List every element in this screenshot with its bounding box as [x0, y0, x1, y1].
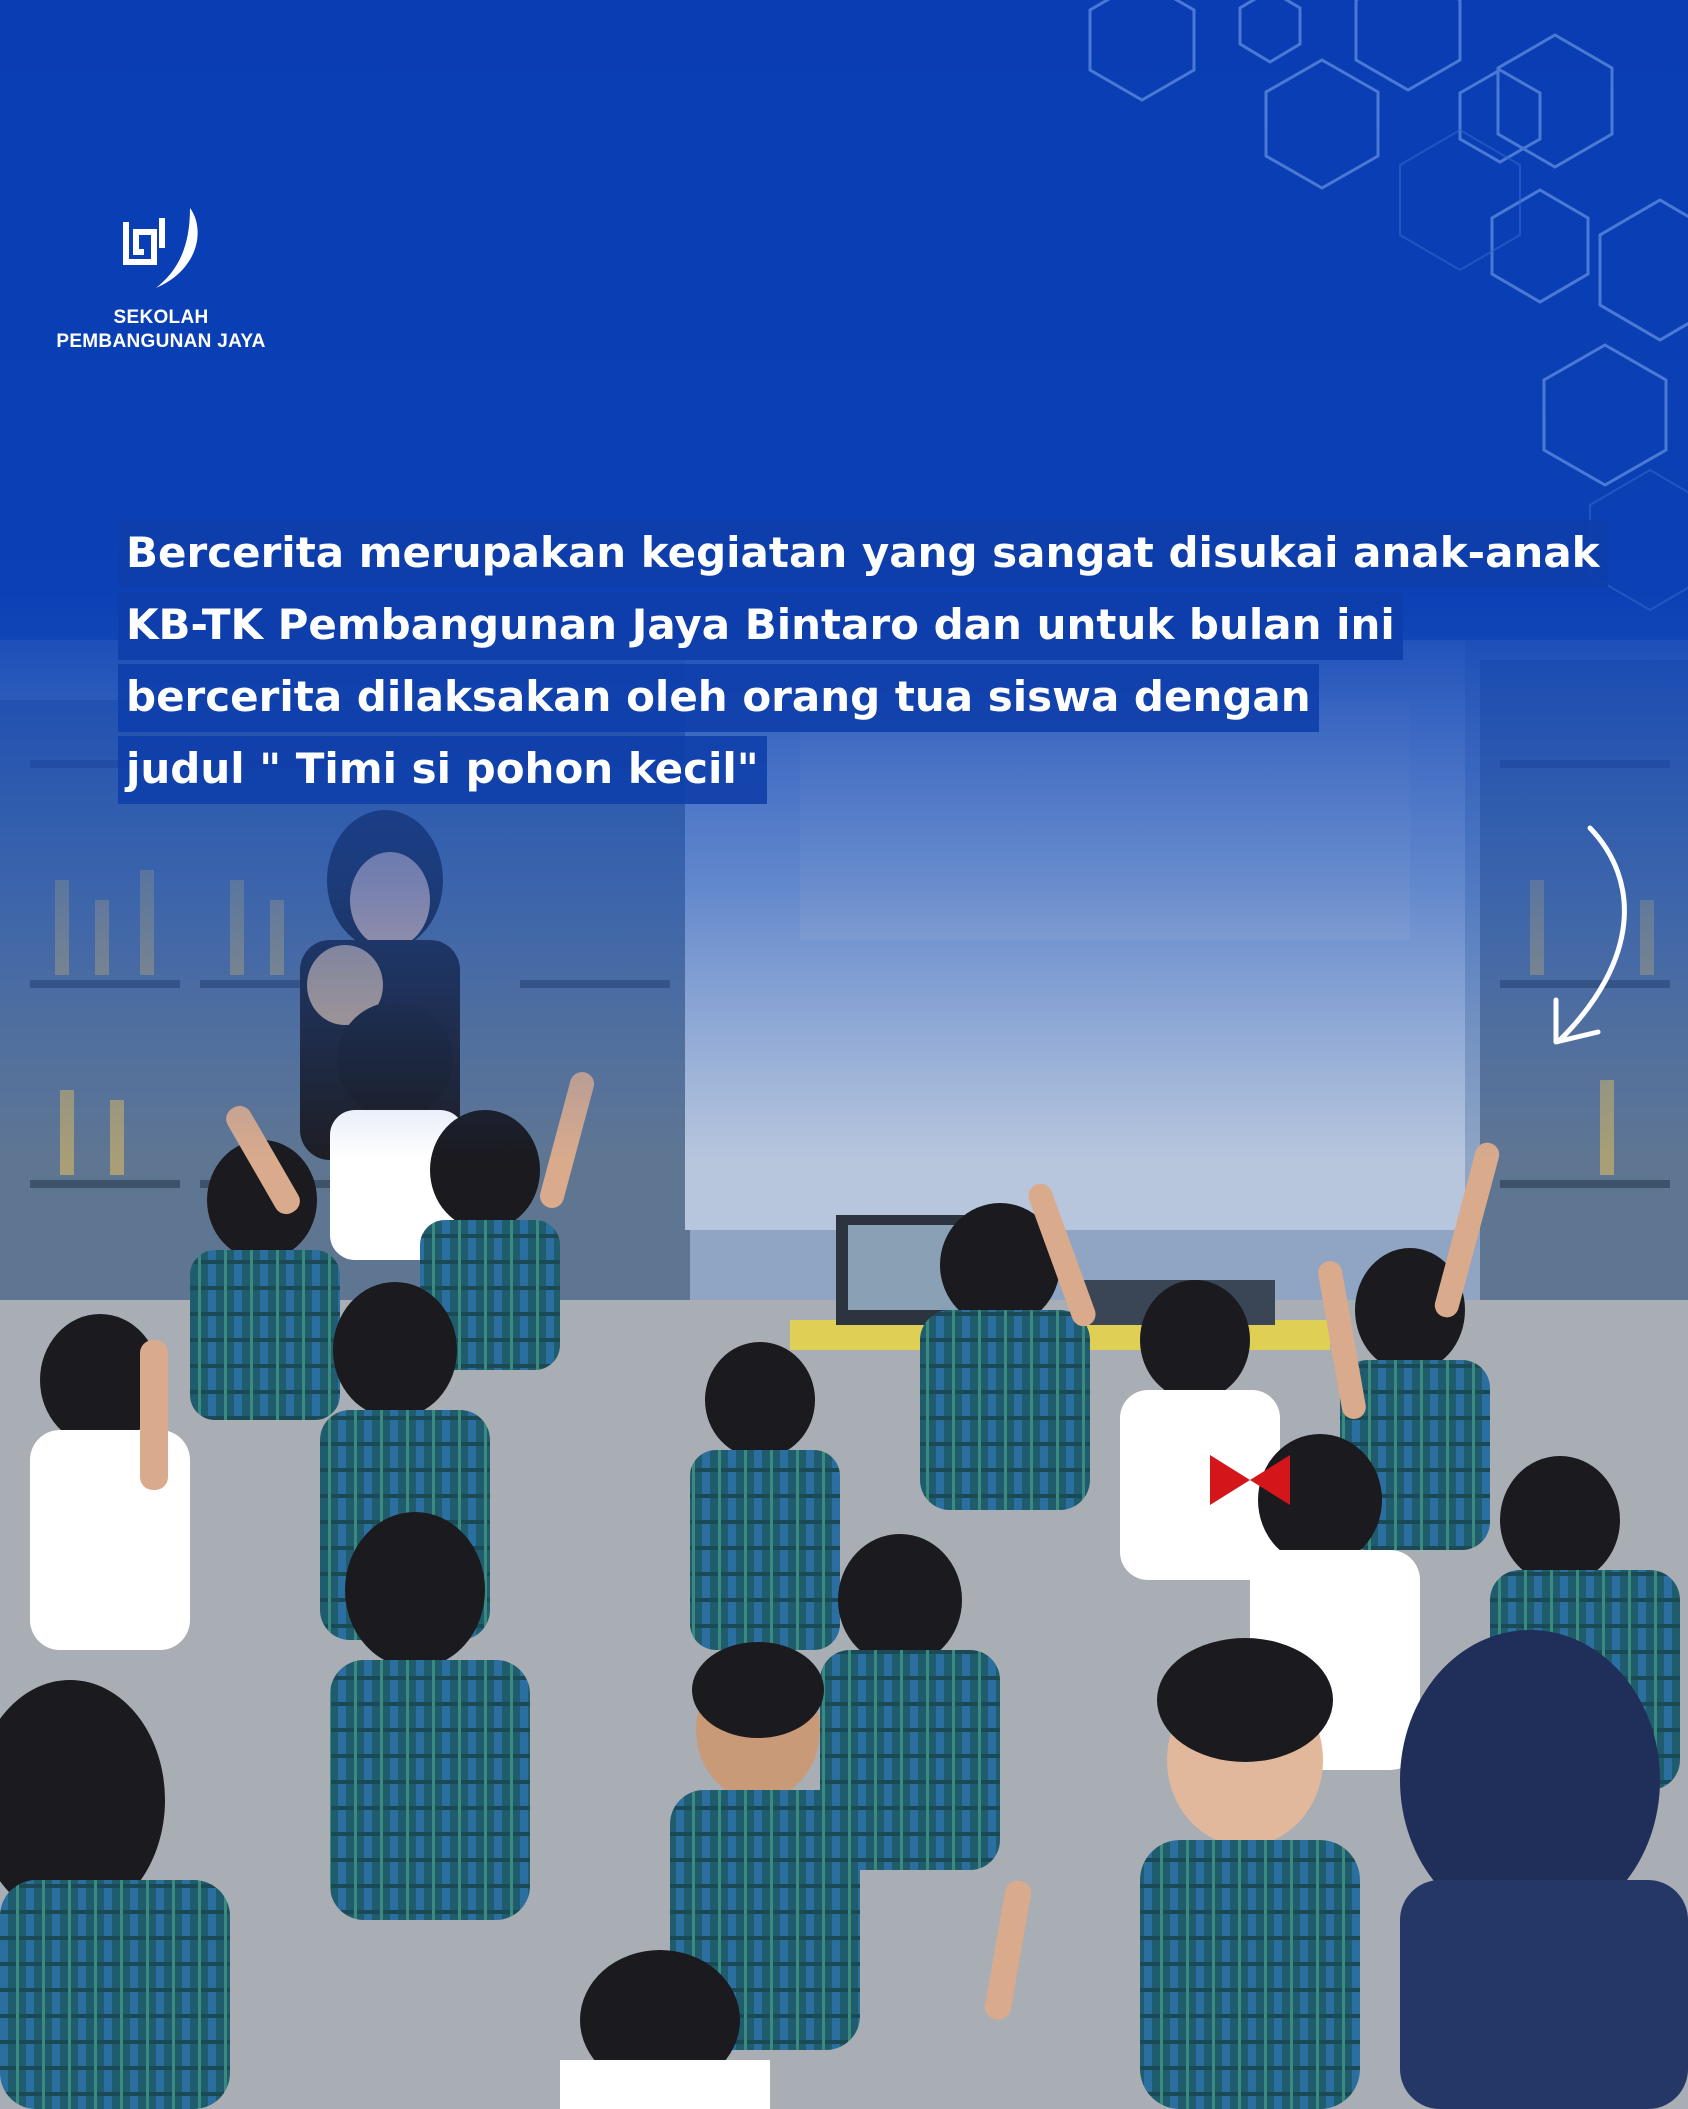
- school-logo: [46, 200, 276, 354]
- logo-line-2: PEMBANGUNAN JAYA: [56, 331, 266, 352]
- caption-block: [118, 520, 1598, 808]
- sekolah-pembangunan-jaya-logo: [116, 200, 206, 300]
- logo-line-1: SEKOLAH: [113, 307, 209, 328]
- caption-line-4: judul " Timi si pohon kecil": [118, 736, 767, 804]
- caption-line-2: KB-TK Pembangunan Jaya Bintaro dan untuk bulan ini: [118, 592, 1403, 660]
- caption-line-3: bercerita dilaksakan oleh orang tua siswa dengan: [118, 664, 1319, 732]
- caption-line-1: Bercerita merupakan kegiatan yang sangat disukai anak-anak: [118, 520, 1608, 588]
